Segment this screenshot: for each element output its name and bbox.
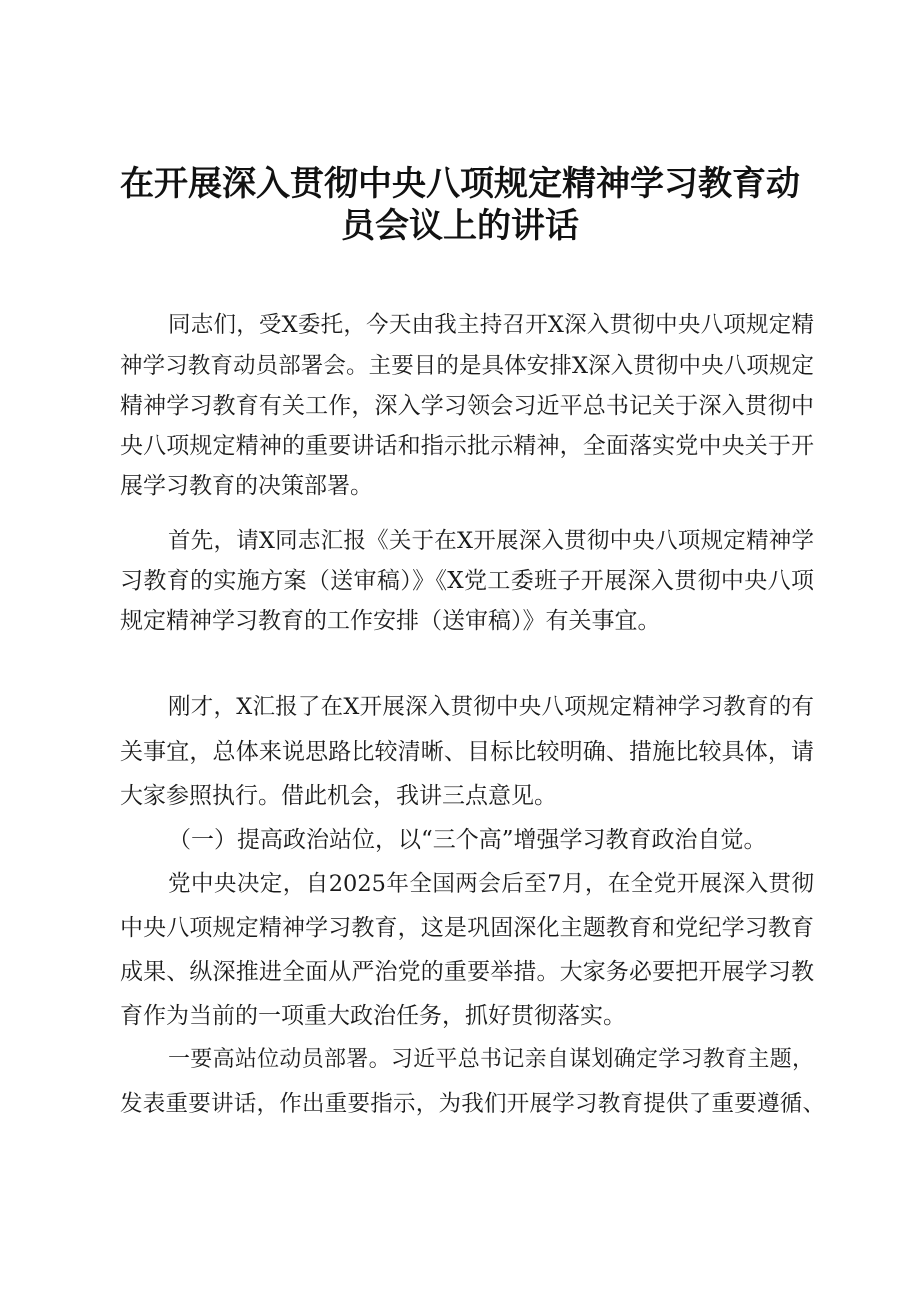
paragraph-line: 党中央决定，自2025年全国两会后至7月，在全党开展深入贯彻: [168, 871, 814, 897]
document-title-line-1: 在开展深入贯彻中央八项规定精神学习教育动: [120, 164, 800, 204]
section-heading-one: （一）提高政治站位，以“三个高”增强学习教育政治自觉。: [168, 827, 767, 853]
paragraph-line: 央八项规定精神的重要讲话和指示批示精神，全面落实党中央关于开: [120, 433, 814, 459]
paragraph-line: 规定精神学习教育的工作安排（送审稿）》有关事宜。: [120, 608, 661, 634]
paragraph-line: 中央八项规定精神学习教育，这是巩固深化主题教育和党纪学习教育: [120, 915, 814, 941]
paragraph-line: 育作为当前的一项重大政治任务，抓好贯彻落实。: [120, 1003, 626, 1029]
paragraph-line: 关事宜，总体来说思路比较清晰、目标比较明确、措施比较具体，请: [120, 739, 814, 765]
paragraph-line: 首先，请X同志汇报《关于在X开展深入贯彻中央八项规定精神学: [168, 528, 814, 554]
paragraph-line: 一要高站位动员部署。习近平总书记亲自谋划确定学习教育主题，: [168, 1047, 814, 1072]
paragraph-line: 神学习教育动员部署会。主要目的是具体安排X深入贯彻中央八项规定: [120, 353, 814, 379]
paragraph-line: 同志们，受X委托，今天由我主持召开X深入贯彻中央八项规定精: [168, 312, 814, 338]
paragraph-line: 成果、纵深推进全面从严治党的重要举措。大家务必要把开展学习教: [120, 959, 814, 985]
document-title-line-2: 员会议上的讲话: [341, 206, 579, 246]
paragraph-line: 刚才，X汇报了在X开展深入贯彻中央八项规定精神学习教育的有: [168, 694, 814, 720]
paragraph-line: 习教育的实施方案（送审稿）》《X党工委班子开展深入贯彻中央八项: [120, 568, 814, 594]
paragraph-line: 展学习教育的决策部署。: [120, 473, 373, 499]
paragraph-line: 精神学习教育有关工作，深入学习领会习近平总书记关于深入贯彻中: [120, 393, 814, 419]
paragraph-line: 发表重要讲话，作出重要指示，为我们开展学习教育提供了重要遵循、: [120, 1091, 825, 1117]
paragraph-line: 大家参照执行。借此机会，我讲三点意见。: [120, 783, 557, 809]
